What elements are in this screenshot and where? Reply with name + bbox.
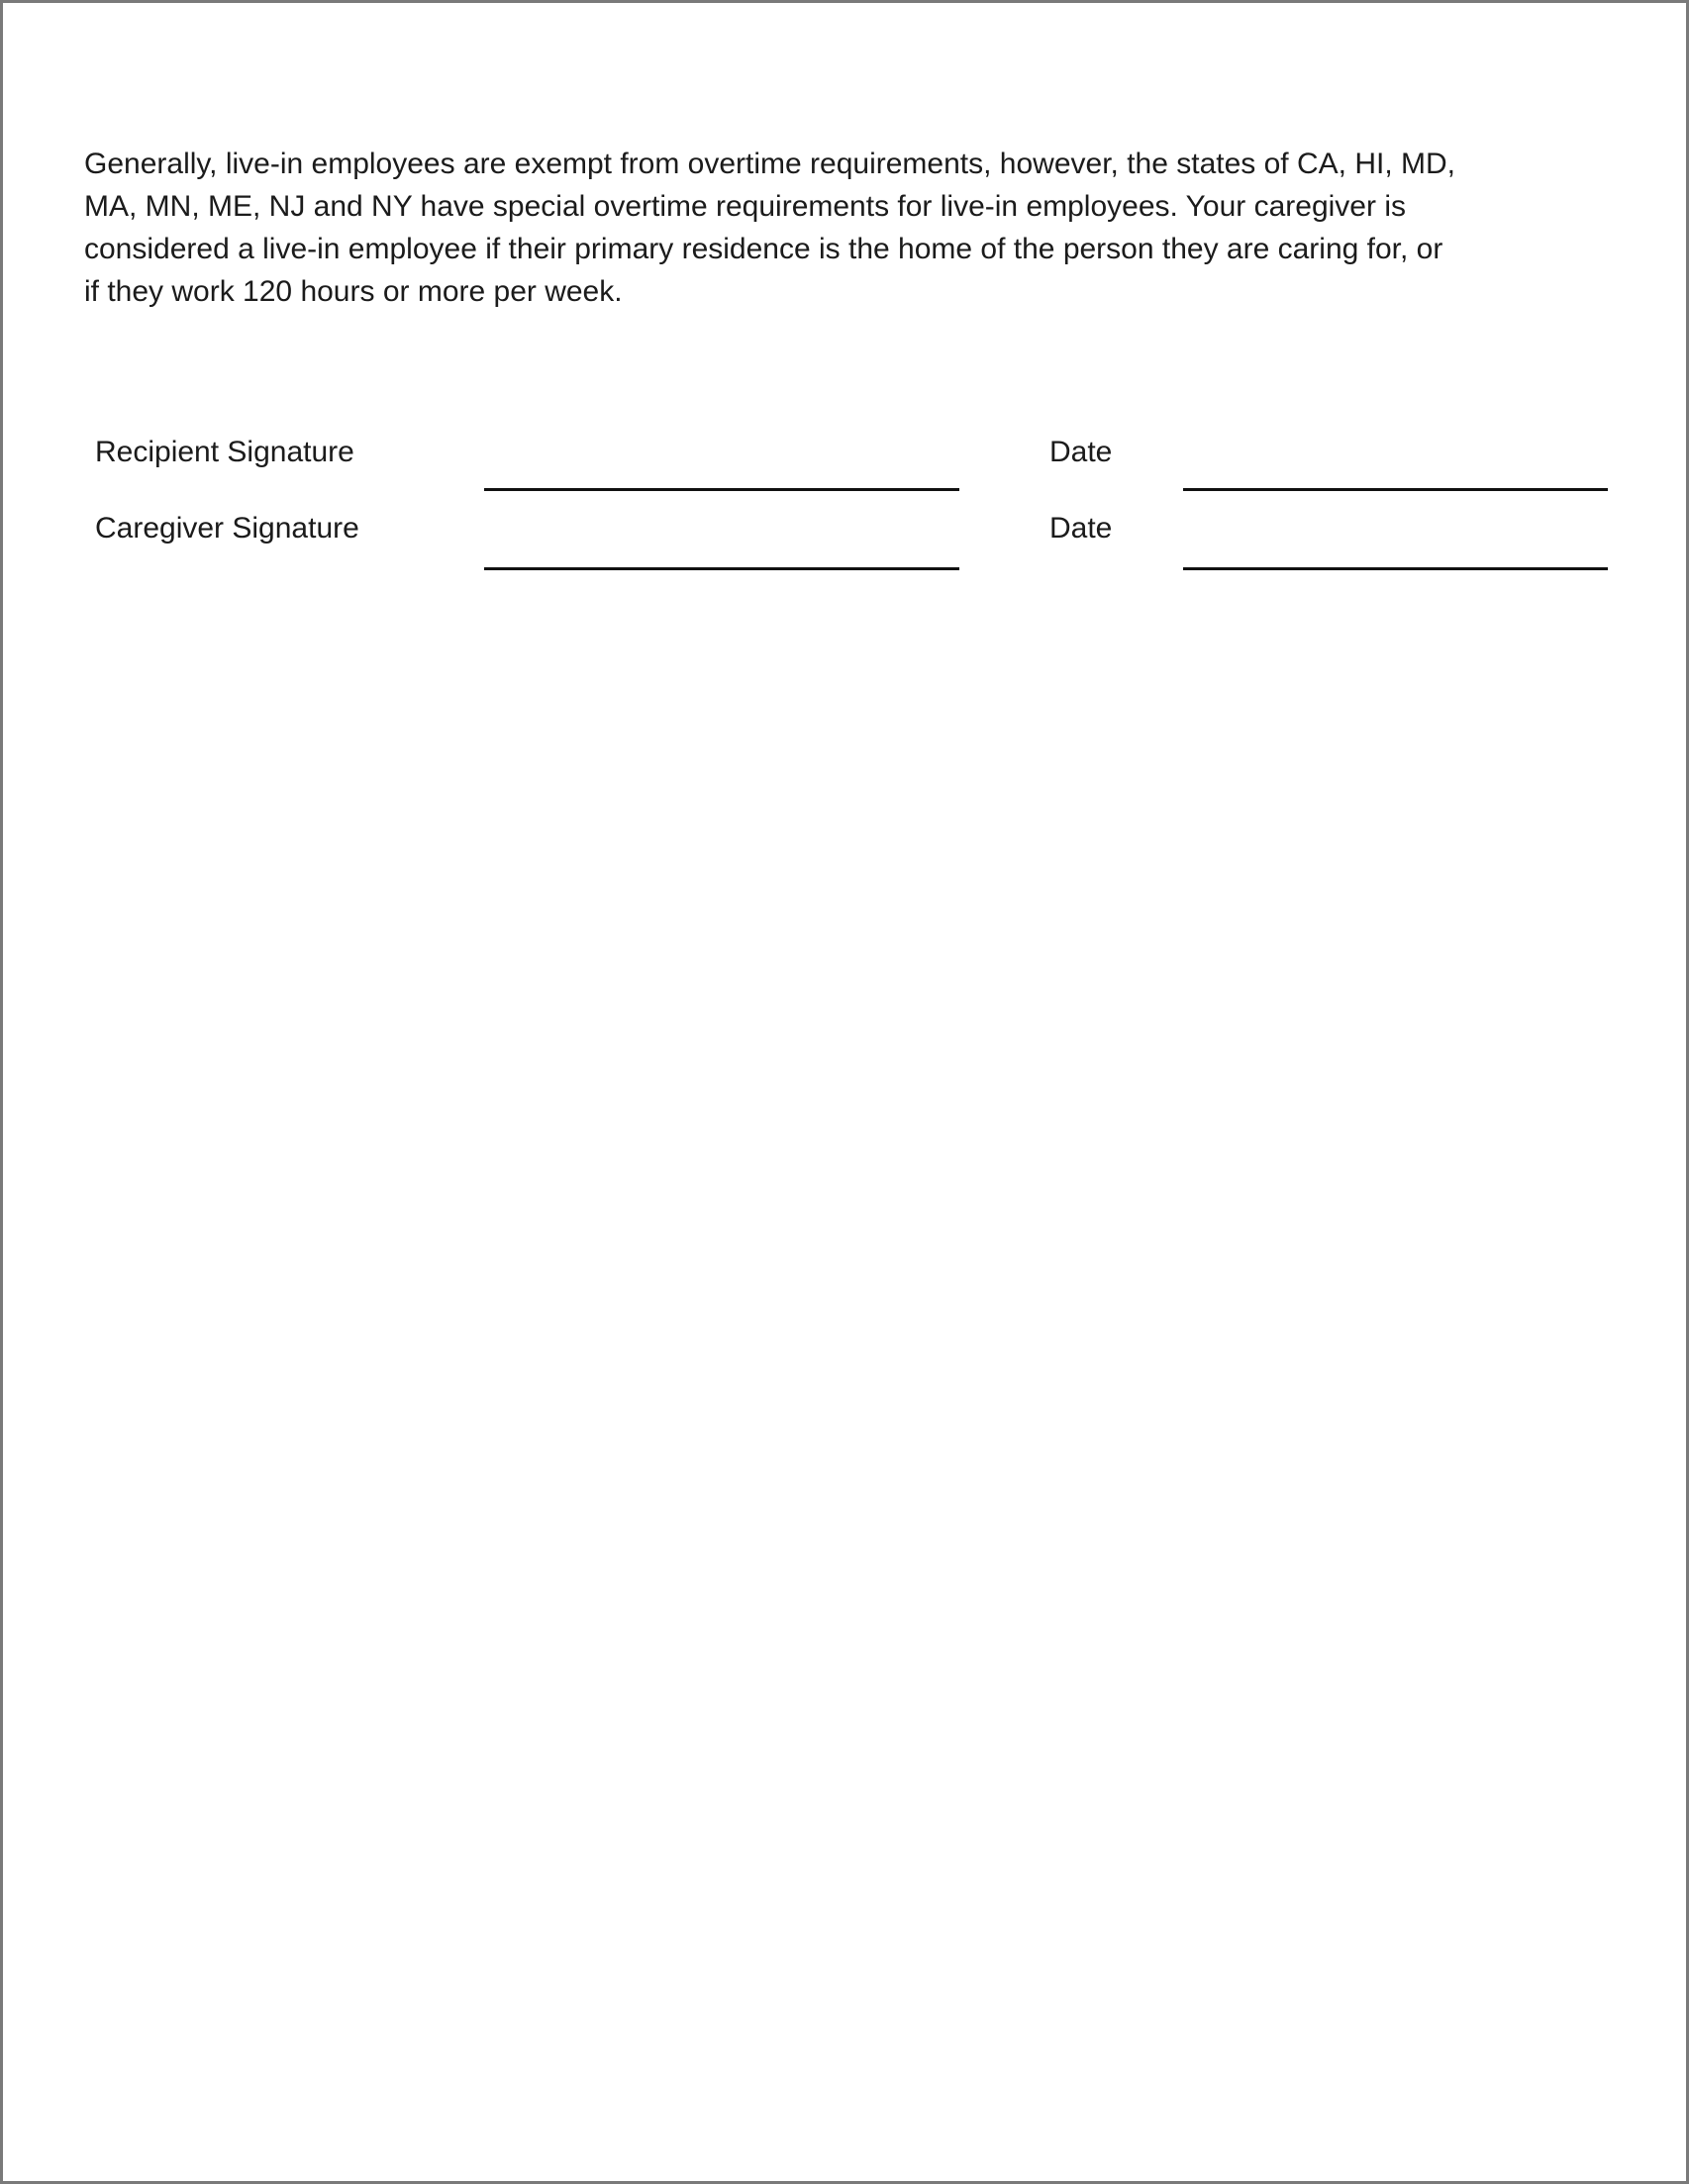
recipient-signature-line[interactable] [484,488,959,491]
recipient-date-line[interactable] [1183,488,1608,491]
caregiver-signature-line[interactable] [484,567,959,570]
paragraph-line: MA, MN, ME, NJ and NY have special overtime requirements for live-in employees. Your caregiver is [84,190,1406,223]
caregiver-date-label: Date [1049,512,1113,545]
recipient-date-label: Date [1049,436,1113,468]
paragraph-line: if they work 120 hours or more per week. [84,275,623,308]
paragraph-line: Generally, live-in employees are exempt from overtime requirements, however, the states of CA, HI, MD, [84,148,1455,180]
recipient-signature-label: Recipient Signature [95,436,354,468]
paragraph-line: considered a live-in employee if their primary residence is the home of the person they are caring for, or [84,233,1443,265]
caregiver-signature-label: Caregiver Signature [95,512,359,545]
caregiver-date-line[interactable] [1183,567,1608,570]
overtime-exemption-paragraph [84,143,1455,313]
